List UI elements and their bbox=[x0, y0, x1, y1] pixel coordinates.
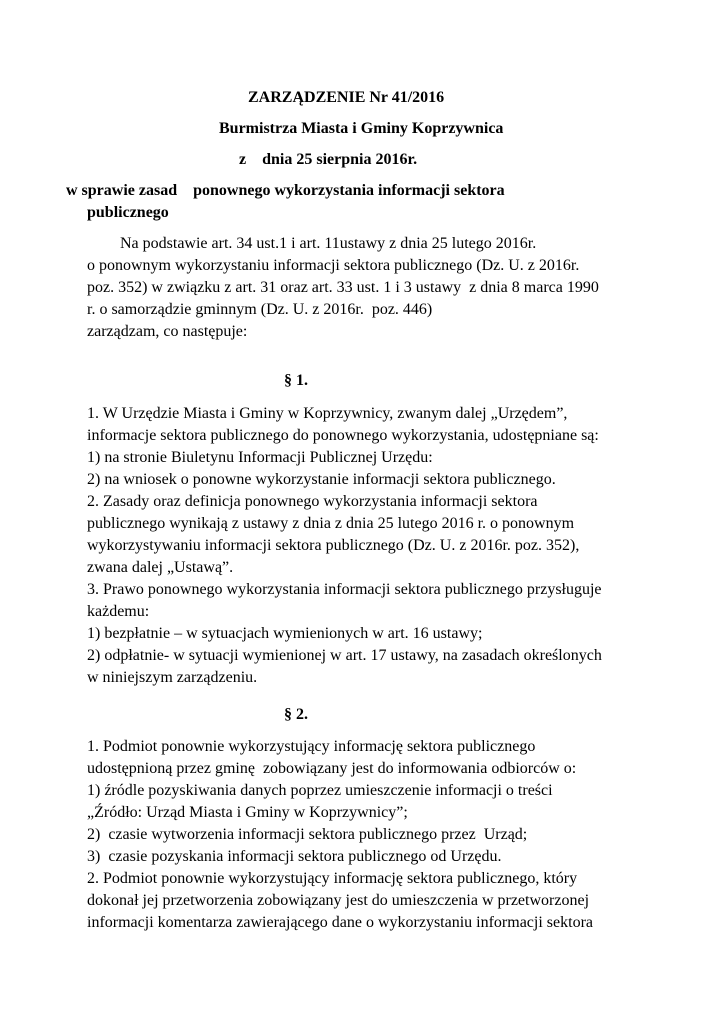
section-1-line: 2) odpłatnie- w sytuacji wymienionej w art. 17 ustawy, na zasadach określonych bbox=[87, 647, 602, 664]
section-1-line: 2. Zasady oraz definicja ponownego wykorzystania informacji sektora bbox=[87, 493, 538, 510]
section-2-line: 3) czasie pozyskania informacji sektora publicznego od Urzędu. bbox=[87, 848, 502, 865]
section-1-line: informacje sektora publicznego do ponownego wykorzystania, udostępniane są: bbox=[87, 427, 599, 444]
section-1-line: każdemu: bbox=[87, 603, 150, 620]
section-2-line: „Źródło: Urząd Miasta i Gminy w Koprzywnicy”; bbox=[87, 804, 408, 821]
preamble-line: r. o samorządzie gminnym (Dz. U. z 2016r. poz. 446) bbox=[87, 301, 433, 318]
section-1-line: zwana dalej „Ustawą”. bbox=[87, 559, 234, 576]
section-2-line: 2) czasie wytworzenia informacji sektora publicznego przez Urząd; bbox=[87, 826, 528, 843]
section-1-line: wykorzystywaniu informacji sektora publicznego (Dz. U. z 2016r. poz. 352), bbox=[87, 537, 580, 554]
preamble-line: Na podstawie art. 34 ust.1 i art. 11ustawy z dnia 25 lutego 2016r. bbox=[120, 235, 537, 252]
document-subject-line-2: publicznego bbox=[87, 204, 169, 221]
section-1-line: 1) na stronie Biuletynu Informacji Publicznej Urzędu: bbox=[87, 449, 433, 466]
section-1-line: 2) na wniosek o ponowne wykorzystanie informacji sektora publicznego. bbox=[87, 471, 556, 488]
section-2-line: 1) źródle pozyskiwania danych poprzez umieszczenie informacji o treści bbox=[87, 782, 553, 799]
section-1-line: 1. W Urzędzie Miasta i Gminy w Koprzywnicy, zwanym dalej „Urzędem”, bbox=[87, 405, 568, 422]
section-1-line: 1) bezpłatnie – w sytuacjach wymienionych w art. 16 ustawy; bbox=[87, 625, 483, 642]
section-2-line: dokonał jej przetworzenia zobowiązany jest do umieszczenia w przetworzonej bbox=[87, 892, 590, 909]
document-subject-line-1: w sprawie zasad ponownego wykorzystania informacji sektora bbox=[62, 182, 505, 199]
section-2-line: udostępnioną przez gminę zobowiązany jest do informowania odbiorców o: bbox=[87, 760, 577, 777]
section-1-line: w niniejszym zarządzeniu. bbox=[87, 669, 258, 686]
document-date: z dnia 25 sierpnia 2016r. bbox=[239, 151, 418, 168]
section-2-line: 1. Podmiot ponownie wykorzystujący informację sektora publicznego bbox=[87, 738, 536, 755]
section-1-line: 3. Prawo ponownego wykorzystania informacji sektora publicznego przysługuje bbox=[87, 581, 602, 598]
section-2-line: 2. Podmiot ponownie wykorzystujący informację sektora publicznego, który bbox=[87, 870, 578, 887]
preamble-line: o ponownym wykorzystaniu informacji sektora publicznego (Dz. U. z 2016r. bbox=[87, 257, 580, 274]
document-issuer: Burmistrza Miasta i Gminy Koprzywnica bbox=[219, 120, 504, 137]
preamble-line: zarządzam, co następuje: bbox=[87, 323, 248, 340]
section-2-header: § 2. bbox=[284, 706, 308, 723]
preamble-line: poz. 352) w związku z art. 31 oraz art. 33 ust. 1 i 3 ustawy z dnia 8 marca 1990 bbox=[87, 279, 599, 296]
section-2-line: informacji komentarza zawierającego dane o wykorzystaniu informacji sektora bbox=[87, 914, 593, 931]
document-title: ZARZĄDZENIE Nr 41/2016 bbox=[248, 89, 445, 106]
section-1-line: publicznego wynikają z ustawy z dnia z dnia 25 lutego 2016 r. o ponownym bbox=[87, 515, 575, 532]
section-1-header: § 1. bbox=[284, 372, 308, 389]
